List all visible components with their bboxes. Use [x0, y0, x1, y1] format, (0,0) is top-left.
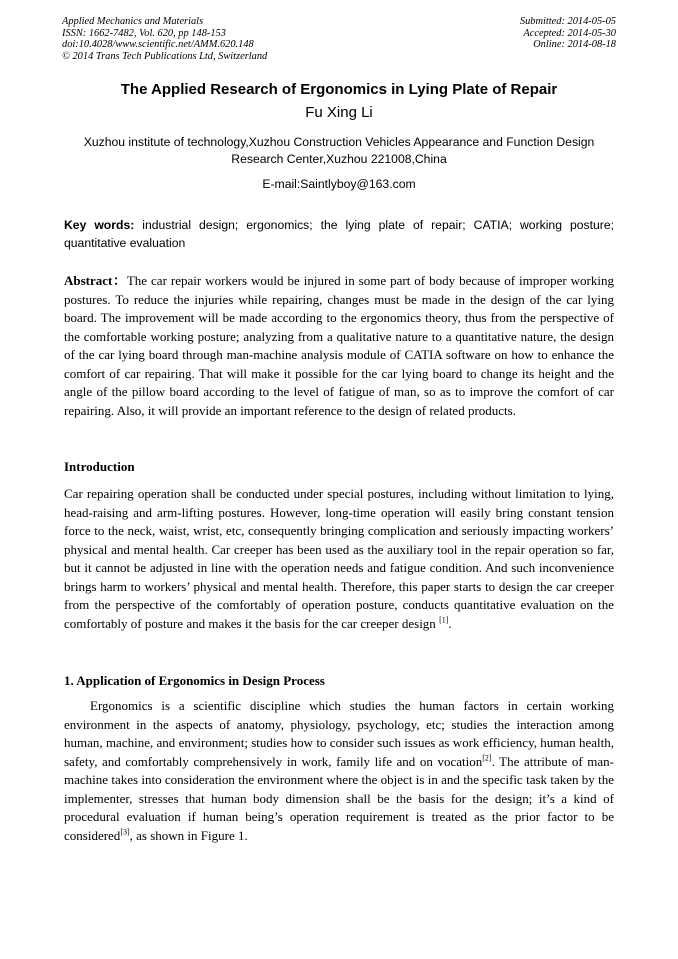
- section1-text-part3: , as shown in Figure 1.: [129, 827, 248, 843]
- keywords-text: industrial design; ergonomics; the lying plate of repair; CATIA; working posture; quantitative evaluation: [64, 218, 614, 250]
- abstract-label: Abstract：: [64, 273, 127, 288]
- submitted-date: Submitted: 2014-05-05: [519, 16, 616, 27]
- paper-title: The Applied Research of Ergonomics in Lying Plate of Repair: [120, 81, 558, 98]
- introduction-text: Car repairing operation shall be conducted under special postures, including without limitation to lying, head-raising and arm-lifting postures. However, long-time operation will easily bring constant tension force to the neck, waist, wrist, etc, consequently bringing complication and seriously impacting workers’ physical and mental health. Car creeper has been used as the auxiliary tool in the repair operation so far, but it cannot be adjusted in line with the operation needs and fatigue condition. And such inconvenience brings harm to workers’ physical and mental health. Therefore, this paper starts to design the car creeper from the perspective of the comfortably of operation posture, conducts quantitative evaluation on the comfortably of posture and makes it the basis for the car creeper design: [64, 486, 614, 631]
- citation-3: [3]: [120, 827, 130, 837]
- accepted-date: Accepted: 2014-05-30: [523, 27, 616, 39]
- journal-name: Applied Mechanics and Materials: [62, 16, 204, 27]
- author: Fu Xing Li: [305, 104, 373, 121]
- section1-heading: 1. Application of Ergonomics in Design Process: [64, 673, 325, 688]
- keywords-label: Key words:: [64, 218, 135, 232]
- section1-text-part1: Ergonomics is a scientific discipline which studies the human factors in certain working environment in the aspects of anatomy, physiology, psychology, etc; studies the interaction among human, machine, and environment; studies how to consider such issues as work efficiency, human health, safety, and comfortably comprehensively in work, family life and on vocation: [64, 698, 614, 769]
- copyright: © 2014 Trans Tech Publications Ltd, Switzerland: [62, 50, 268, 62]
- journal-info: [62, 16, 267, 62]
- abstract-text: The car repair workers would be injured in some part of body because of improper working postures. To reduce the injuries while repairing, changes must be made in the design of the car lying board. The improvement will be made according to the ergonomics theory, thus from the perspective of the comfortable working posture; analyzing from a qualitative nature to a quantitative nature, the design of the car lying board through man-machine analysis module of CATIA software on how to enhance the comfort of car repairing. That will make it possible for the car lying board to change its height and the angle of the pillow board according to the level of fatigue of man, so as to improve the comfort of car repairing. Also, it will provide an important reference to the design of related products.: [64, 273, 614, 418]
- citation-2: [2]: [482, 753, 492, 763]
- affiliation: Xuzhou institute of technology,Xuzhou Construction Vehicles Appearance and Function Design Research Center,Xuzhou 221008,China: [83, 135, 595, 166]
- section1-paragraph: [64, 697, 614, 845]
- section1-text-part2: . The attribute of man-machine takes into consideration the environment where the object is in and the specific task taken by the implementer, stresses that human body dimension shall be the basis for the design; it’s a kind of procedural evaluation if human being’s operation requirement is treated as the prior factor to be considered: [64, 753, 614, 843]
- email: E-mail:Saintlyboy@163.com: [262, 177, 416, 191]
- introduction-end: .: [448, 615, 452, 631]
- keywords: [64, 216, 614, 252]
- citation-1: [1]: [439, 615, 449, 625]
- issn: ISSN: 1662-7482, Vol. 620, pp 148-153: [62, 27, 226, 39]
- abstract: [64, 272, 614, 420]
- introduction-paragraph: [64, 485, 614, 633]
- doi: doi:10.4028/www.scientific.net/AMM.620.148: [62, 39, 254, 50]
- publication-dates: [520, 16, 616, 51]
- online-date: Online: 2014-08-18: [533, 39, 616, 50]
- introduction-heading: Introduction: [64, 459, 135, 474]
